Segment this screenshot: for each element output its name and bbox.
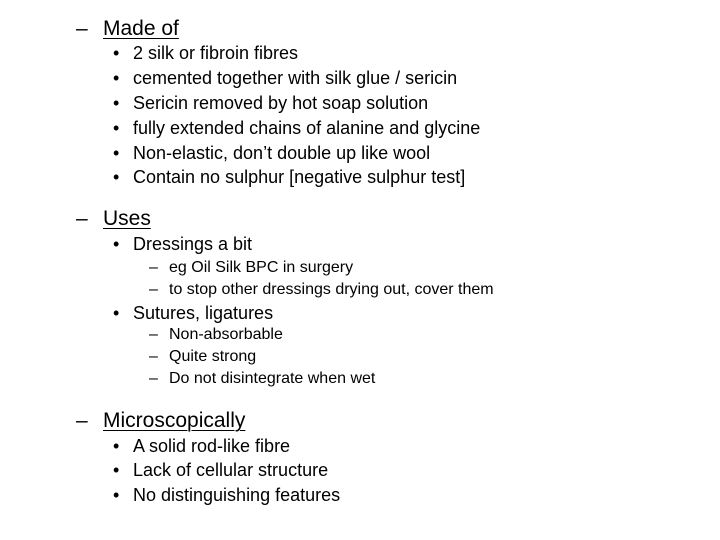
bullet-icon: • — [113, 303, 120, 323]
bullet-icon: • — [113, 93, 120, 113]
sub-dash: – — [149, 281, 158, 298]
bullet-icon: • — [113, 485, 120, 505]
item-text: Sericin removed by hot soap solution — [133, 93, 429, 113]
sub-item-text: Quite strong — [169, 348, 257, 365]
heading-text: Uses — [103, 207, 151, 230]
sub-item-text: Do not disintegrate when wet — [169, 370, 376, 387]
item-text: cemented together with silk glue / sericin — [133, 68, 458, 88]
bullet-icon: • — [113, 460, 120, 480]
sub-dash: – — [149, 259, 158, 276]
sub-item-text: to stop other dressings drying out, cover them — [169, 281, 494, 298]
item-text: 2 silk or fibroin fibres — [133, 43, 299, 63]
item-text: Non-elastic, don’t double up like wool — [133, 143, 431, 163]
bullet-icon: • — [113, 43, 120, 63]
bullet-icon: • — [113, 436, 120, 456]
bullet-icon: • — [113, 234, 120, 254]
item-text: A solid rod-like fibre — [133, 436, 291, 456]
item-text: fully extended chains of alanine and glycine — [133, 118, 481, 138]
sub-dash: – — [149, 326, 158, 343]
item-text: Sutures, ligatures — [133, 303, 274, 323]
item-text: Contain no sulphur [negative sulphur test] — [133, 167, 466, 187]
heading-text: Microscopically — [103, 409, 246, 432]
item-text: Lack of cellular structure — [133, 460, 329, 480]
sub-dash: – — [149, 370, 158, 387]
sub-dash: – — [149, 348, 158, 365]
sub-item-text: eg Oil Silk BPC in surgery — [169, 259, 354, 276]
sub-item-text: Non-absorbable — [169, 326, 283, 343]
item-text: Dressings a bit — [133, 234, 253, 254]
bullet-icon: • — [113, 143, 120, 163]
bullet-icon: • — [113, 167, 120, 187]
bullet-icon: • — [113, 118, 120, 138]
heading-dash: – — [76, 409, 88, 432]
item-text: No distinguishing features — [133, 485, 341, 505]
bullet-icon: • — [113, 68, 120, 88]
heading-dash: – — [76, 17, 88, 40]
heading-text: Made of — [103, 17, 179, 40]
heading-dash: – — [76, 207, 88, 230]
